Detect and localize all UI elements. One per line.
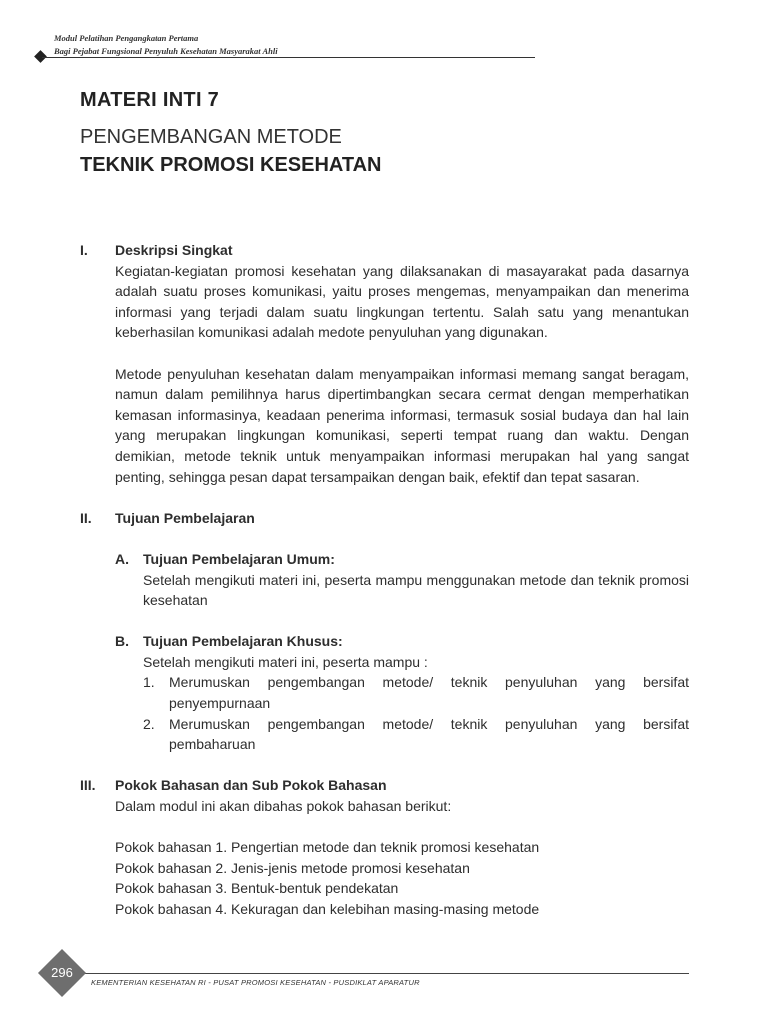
list-intro: Setelah mengikuti materi ini, peserta mampu : bbox=[143, 653, 428, 670]
chapter-title: MATERI INTI 7 bbox=[80, 89, 220, 111]
section-number: III. bbox=[80, 777, 96, 794]
running-header-line1: Modul Pelatihan Pengangkatan Pertama bbox=[54, 33, 199, 43]
subsection-number: A. bbox=[115, 550, 129, 567]
subsection-b bbox=[115, 631, 689, 755]
header-rule bbox=[42, 57, 535, 58]
topic-item: Pokok bahasan 4. Kekuragan dan kelebihan masing-masing metode bbox=[115, 901, 540, 917]
section-number: II. bbox=[80, 509, 92, 526]
chapter-subtitle-line2: TEKNIK PROMOSI KESEHATAN bbox=[80, 154, 382, 176]
subsection-number: B. bbox=[115, 633, 129, 650]
subsection-heading: Tujuan Pembelajaran Umum: bbox=[143, 550, 335, 567]
paragraph: Kegiatan-kegiatan promosi kesehatan yang dilaksanakan di masayarakat pada dasarnya adalah suatu proses komunikasi, yaitu proses mengemas, menyampaikan dan menerima informasi yang terjadi dalam suatu lingkungan tertentu. Salah satu yang menantukan keberhasilan komunikasi adalah medote penyuluhan yang digunakan. bbox=[115, 262, 689, 341]
subsection-a bbox=[115, 549, 689, 611]
page-number: 296 bbox=[51, 965, 73, 980]
topic-item: Pokok bahasan 1. Pengertian metode dan teknik promosi kesehatan bbox=[115, 839, 540, 856]
section-3 bbox=[80, 775, 689, 919]
chapter-subtitle-line1: PENGEMBANGAN METODE bbox=[80, 126, 342, 148]
section-2 bbox=[80, 508, 689, 755]
running-header-line2: Bagi Pejabat Fungsional Penyuluh Kesehatan Masyarakat Ahli bbox=[54, 46, 278, 56]
section-1 bbox=[80, 240, 689, 487]
topic-item: Pokok bahasan 3. Bentuk-bentuk pendekatan bbox=[115, 880, 399, 897]
paragraph: Dalam modul ini akan dibahas pokok bahasan berikut: bbox=[115, 798, 452, 815]
section-number: I. bbox=[80, 242, 88, 258]
list-item: 1. Merumuskan pengembangan metode/ teknik penyuluhan yang bersifat penyempurnaan bbox=[143, 674, 689, 712]
document-body bbox=[80, 240, 689, 920]
footer-text: KEMENTERIAN KESEHATAN RI - PUSAT PROMOSI KESEHATAN - PUSDIKLAT APARATUR bbox=[91, 978, 420, 987]
paragraph: Metode penyuluhan kesehatan dalam menyampaikan informasi memang sangat beragam, namun dalam pemilihnya harus dipertimbangkan secara cermat dengan memperhatikan kemasan informasinya, keadaan penerima informasi, termasuk sosial budaya dan hal lain yang merupakan lingkungan komunikasi, seperti tempat ruang dan waktu. Dengan demikian, metode teknik untuk menyampaikan informasi merupakan hal yang sangat penting, sehingga pesan dapat tersampaikan dengan baik, efektif dan tepat sasaran. bbox=[115, 365, 689, 485]
paragraph: Setelah mengikuti materi ini, peserta mampu menggunakan metode dan teknik promosi kesehatan bbox=[143, 571, 689, 609]
list-item: 2. Merumuskan pengembangan metode/ teknik penyuluhan yang bersifat pembaharuan bbox=[143, 715, 689, 753]
footer-rule bbox=[70, 973, 689, 974]
section-heading: Pokok Bahasan dan Sub Pokok Bahasan bbox=[115, 777, 387, 794]
section-heading: Deskripsi Singkat bbox=[115, 242, 233, 258]
section-heading: Tujuan Pembelajaran bbox=[115, 509, 255, 526]
topic-item: Pokok bahasan 2. Jenis-jenis metode promosi kesehatan bbox=[115, 859, 470, 876]
subsection-heading: Tujuan Pembelajaran Khusus: bbox=[143, 633, 343, 650]
